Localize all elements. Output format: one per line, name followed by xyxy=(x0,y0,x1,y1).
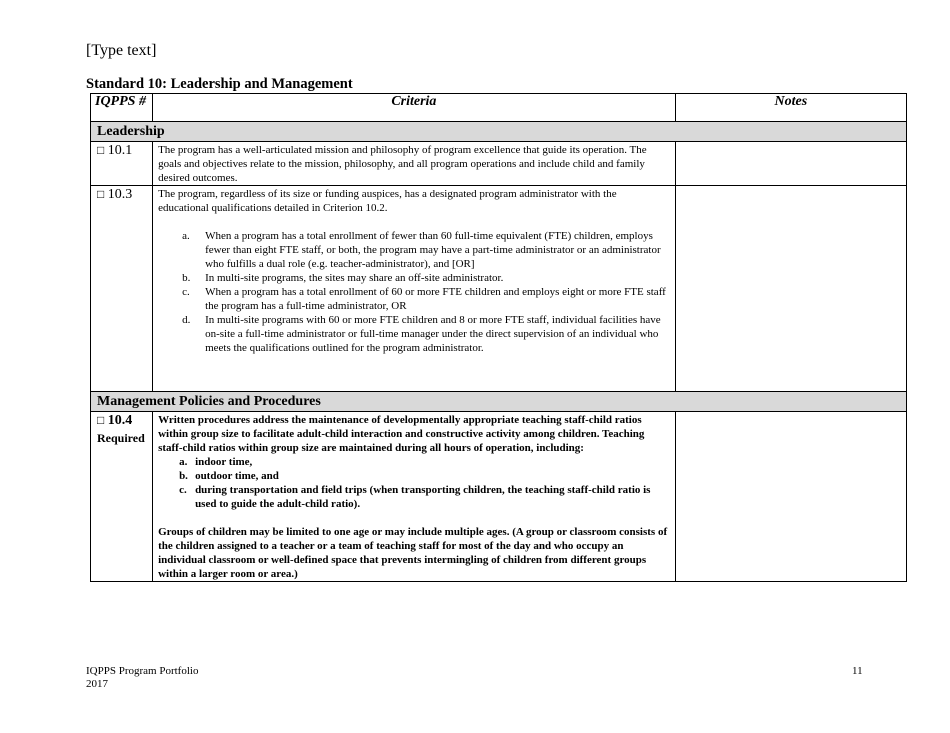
criterion-text: The program has a well-articulated mission and philosophy of program excellence that guide its operation. The goals and objectives relate to the mission, philosophy, and all program operations and include child and family desired outcomes. xyxy=(153,142,676,186)
criterion-id: 10.4 xyxy=(107,413,133,428)
criterion-id: 10.1 xyxy=(107,143,133,158)
header-placeholder: [Type text] xyxy=(86,42,157,59)
notes-cell[interactable] xyxy=(675,142,906,186)
criterion-text xyxy=(153,186,676,392)
criterion-list xyxy=(158,229,670,355)
footer-left xyxy=(86,665,198,691)
list-item: a. When a program has a total enrollment of fewer than 60 full-time equivalent (FTE) children, employs fewer than eight FTE staff, or both, the program may have a part-time administrator or an administrator who fulfills a dual role (e.g. teacher-administrator), and [OR] xyxy=(182,230,661,270)
required-label: Required xyxy=(97,431,145,445)
section-title: Leadership xyxy=(91,122,907,142)
page-number: 11 xyxy=(852,665,863,677)
notes-cell[interactable] xyxy=(675,186,906,392)
checkbox-icon[interactable]: □ xyxy=(97,187,105,201)
criterion-list xyxy=(158,455,670,511)
checkbox-icon[interactable]: □ xyxy=(97,413,105,427)
criterion-id: 10.3 xyxy=(107,187,133,202)
table-header-row xyxy=(91,94,907,122)
list-item: c. during transportation and field trips (when transporting children, the teaching staff-child ratio is used to guide the adult-child ratio). xyxy=(179,484,651,510)
list-item: b. outdoor time, and xyxy=(179,470,279,482)
criterion-id-cell xyxy=(91,142,153,186)
standard-title: Standard 10: Leadership and Management xyxy=(86,76,353,92)
table-row xyxy=(91,142,907,186)
header-iqpps-number: IQPPS # xyxy=(91,94,153,122)
list-item: d. In multi-site programs with 60 or more FTE children and 8 or more FTE staff, individual facilities have on-site a full-time administrator or full-time manager under the direct supervision of an individual who meets the qualifications outlined for the program administrator. xyxy=(182,314,661,354)
table-row xyxy=(91,412,907,582)
criterion-id-cell xyxy=(91,186,153,392)
criterion-id-cell xyxy=(91,412,153,582)
table-row xyxy=(91,186,907,392)
list-item: c. When a program has a total enrollment of 60 or more FTE children and employs eight or more FTE staff the program has a full-time administrator, OR xyxy=(182,286,666,312)
section-row-management xyxy=(91,392,907,412)
criterion-text xyxy=(153,412,676,582)
criterion-intro: Written procedures address the maintenance of developmentally appropriate teaching staff-child ratios within group size to facilitate adult-child interaction and constructive activity among children. Teaching staff-child ratios within group size are maintained during all hours of operation, including: xyxy=(158,414,645,454)
criterion-intro: The program, regardless of its size or funding auspices, has a designated program administrator with the educational qualifications detailed in Criterion 10.2. xyxy=(158,188,617,214)
header-criteria: Criteria xyxy=(153,94,676,122)
list-item: a. indoor time, xyxy=(179,456,253,468)
notes-cell[interactable] xyxy=(675,412,906,582)
standards-table xyxy=(90,93,907,582)
footer-year: 2017 xyxy=(86,678,108,690)
checkbox-icon[interactable]: □ xyxy=(97,143,105,157)
section-title: Management Policies and Procedures xyxy=(91,392,907,412)
header-notes: Notes xyxy=(675,94,906,122)
list-item: b. In multi-site programs, the sites may share an off-site administrator. xyxy=(182,272,504,284)
section-row-leadership xyxy=(91,122,907,142)
footer-portfolio: IQPPS Program Portfolio xyxy=(86,665,199,677)
criterion-closing: Groups of children may be limited to one age or may include multiple ages. (A group or classroom consists of the children assigned to a teacher or a team of teaching staff for most of the day and who occupy an individual classroom or well-defined space that prevents intermingling of children from different groups within a larger room or area.) xyxy=(158,526,668,580)
